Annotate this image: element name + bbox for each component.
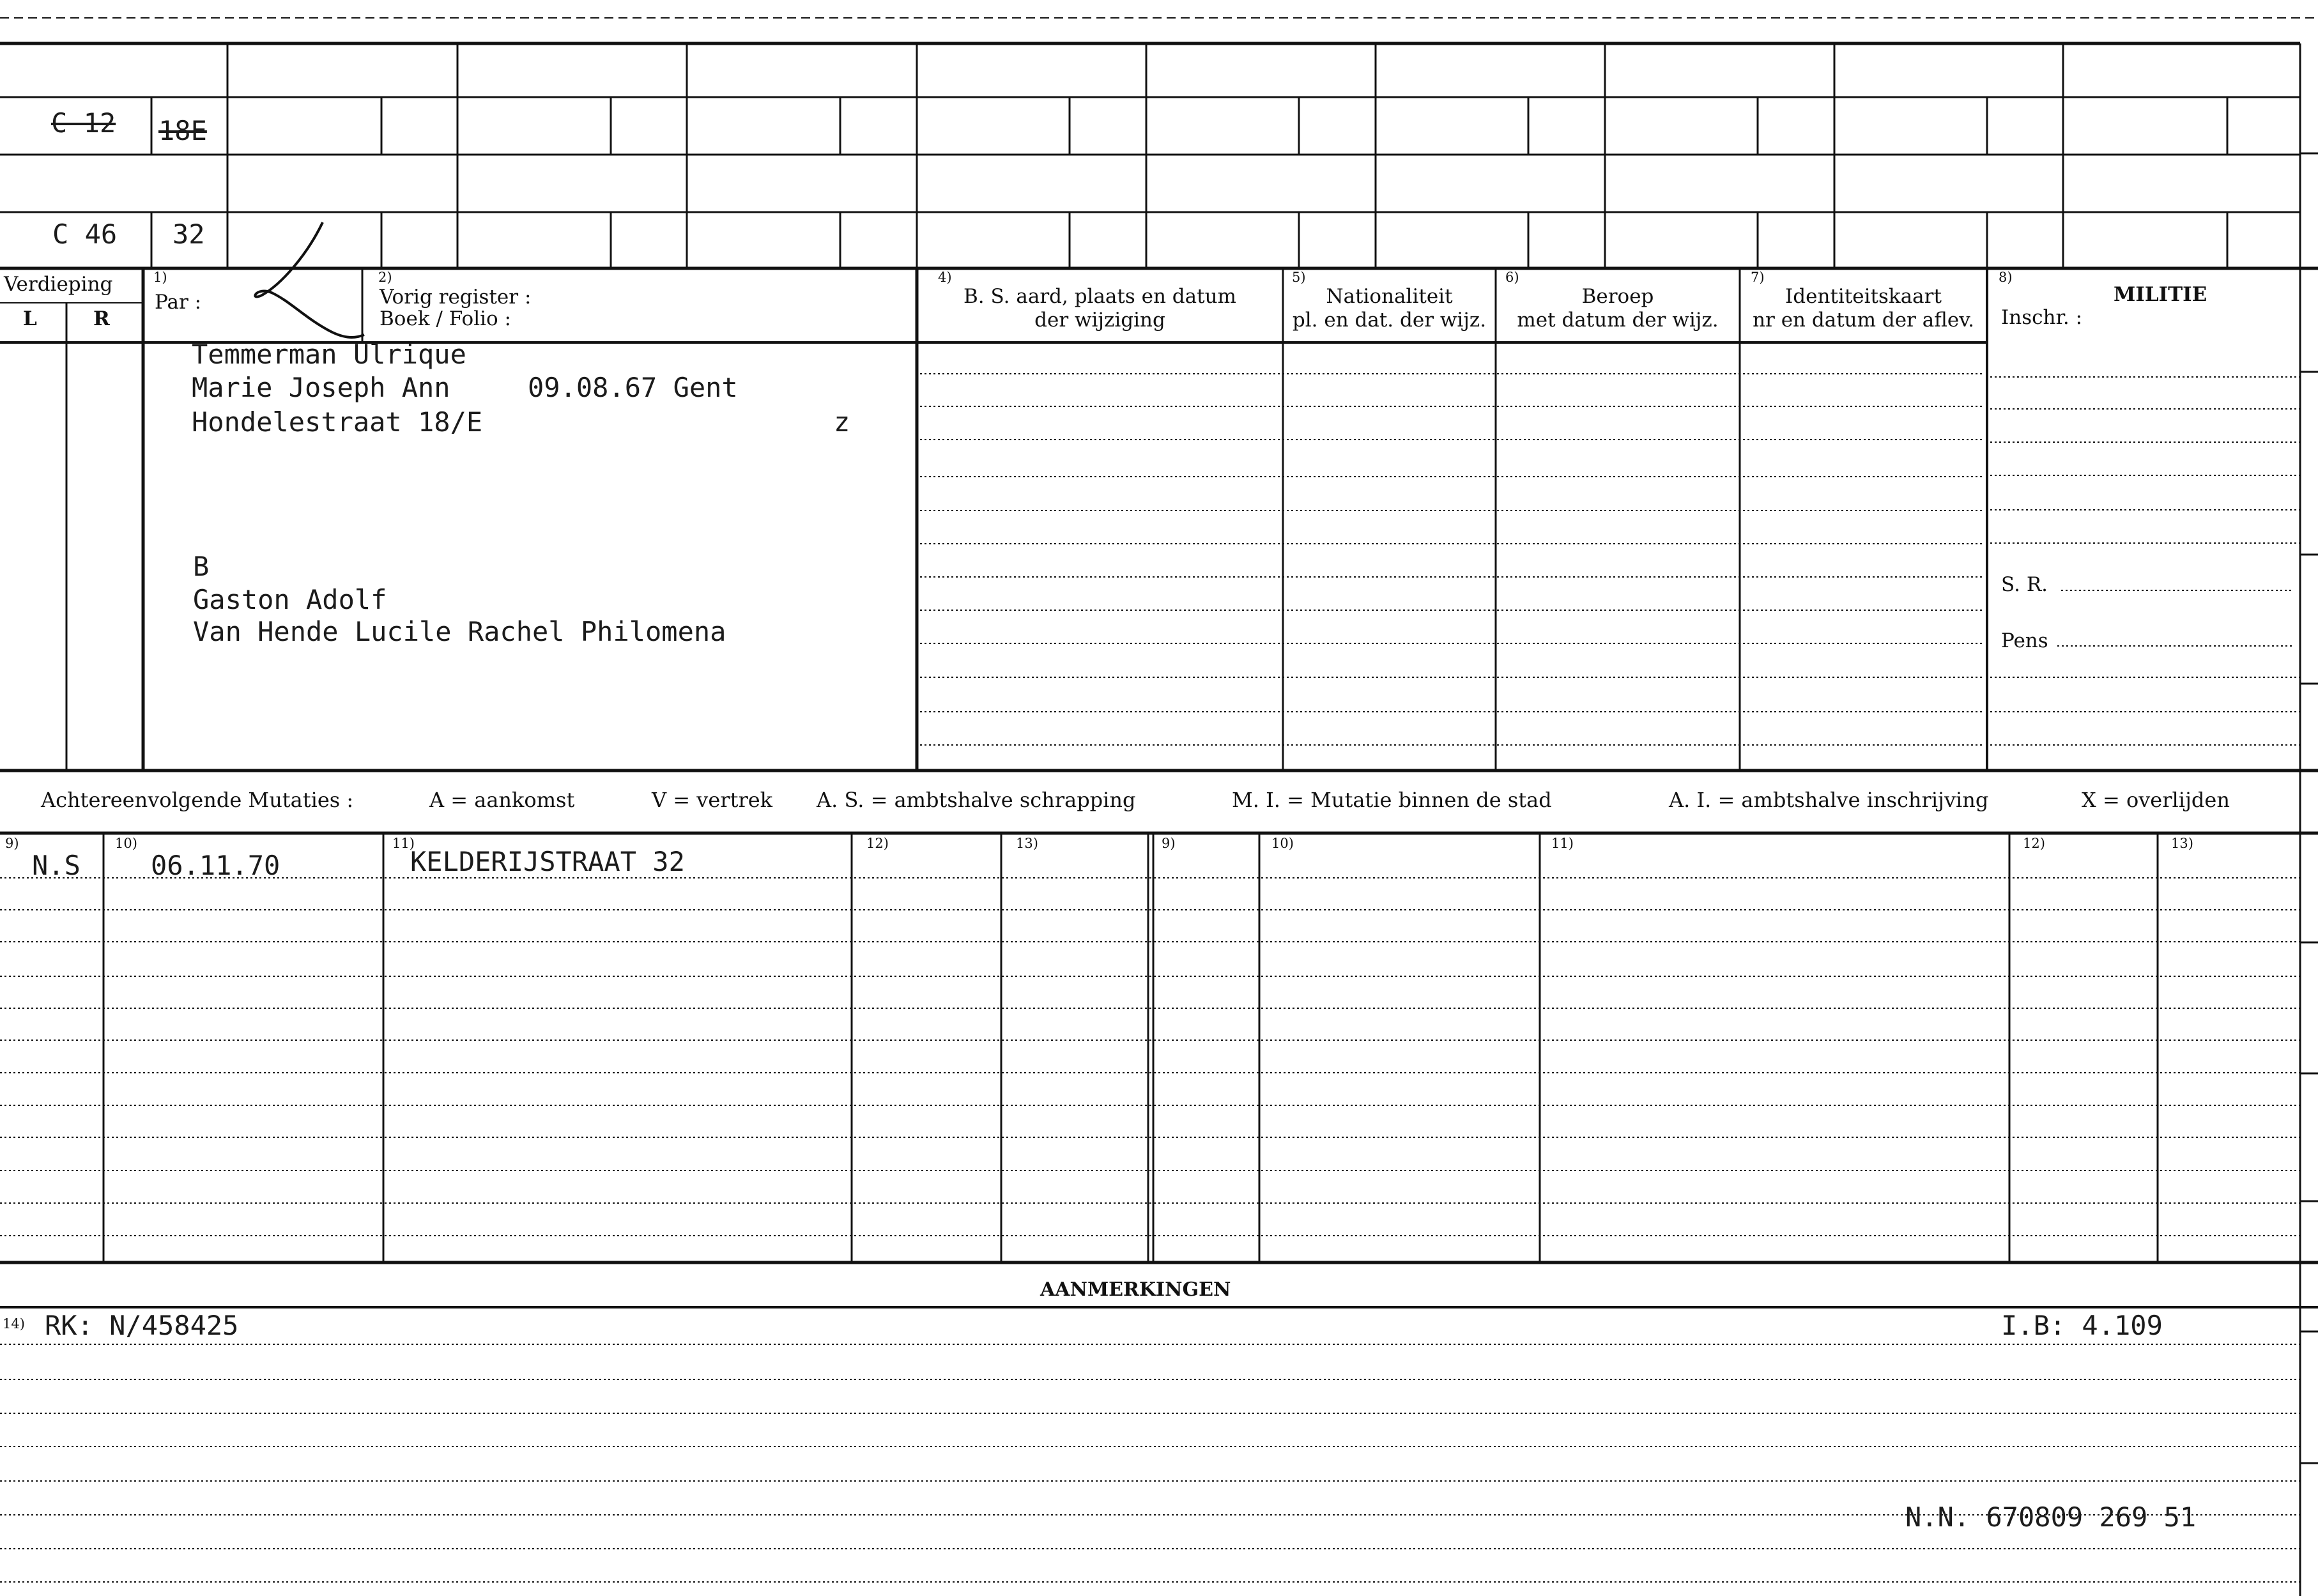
col6-line2: met datum der wijz. — [1517, 309, 1719, 332]
col4-number: 4) — [938, 270, 952, 285]
col6-number: 6) — [1505, 270, 1519, 285]
code-row1-right: 18E — [158, 115, 207, 146]
remarks-number: 14) — [3, 1316, 25, 1331]
inschr-label: Inschr. : — [2001, 306, 2083, 329]
person-surname: Temmerman Ulrique — [192, 339, 466, 370]
col7-line1: Identiteitskaart — [1785, 285, 1942, 308]
legend-aankomst: A = aankomst — [429, 788, 575, 812]
mut-col12b-number: 12) — [2023, 836, 2045, 851]
militie-label: MILITIE — [2114, 283, 2207, 306]
parents-label: B — [193, 551, 210, 582]
col6-header — [1496, 285, 1740, 332]
mut-col9b-number: 9) — [1162, 836, 1176, 851]
person-given-names: Marie Joseph Ann — [192, 372, 450, 403]
person-birth: 09.08.67 Gent — [528, 372, 738, 403]
legend-overlijden: X = overlijden — [2082, 788, 2230, 812]
col5-line2: pl. en dat. der wijz. — [1292, 309, 1487, 332]
col1-number: 1) — [153, 270, 167, 285]
remarks-nn: N.N. 670809 269 51 — [1905, 1501, 2197, 1533]
mut-col10-number: 10) — [115, 836, 137, 851]
col5-header — [1283, 285, 1496, 332]
col7-line2: nr en datum der aflev. — [1753, 309, 1974, 332]
mutation-code: N.S — [32, 850, 81, 881]
col8-number: 8) — [1999, 270, 2013, 285]
mut-col10b-number: 10) — [1271, 836, 1294, 851]
mut-col13-number: 13) — [1016, 836, 1038, 851]
remarks-title: AANMERKINGEN — [1040, 1278, 1231, 1301]
person-mark-z: z — [834, 406, 850, 438]
col7-number: 7) — [1751, 270, 1765, 285]
person-address: Hondelestraat 18/E — [192, 406, 483, 438]
col6-line1: Beroep — [1581, 285, 1654, 308]
col5-number: 5) — [1292, 270, 1306, 285]
vorig-register-label: Vorig register : — [380, 286, 532, 309]
mut-col13b-number: 13) — [2171, 836, 2193, 851]
legend-title: Achtereenvolgende Mutaties : — [41, 788, 354, 812]
legend-ambtshalve-inschrijving: A. I. = ambtshalve inschrijving — [1669, 788, 1989, 812]
code-row2-right: 32 — [173, 219, 205, 250]
mutation-date: 06.11.70 — [151, 850, 280, 881]
legend-mutatie-binnen-stad: M. I. = Mutatie binnen de stad — [1232, 788, 1552, 812]
col7-header — [1740, 285, 1987, 332]
col4-header — [917, 285, 1283, 332]
legend-vertrek: V = vertrek — [652, 788, 773, 812]
mut-col11-number: 11) — [392, 836, 415, 851]
mut-col12-number: 12) — [866, 836, 889, 851]
floor-R-label: R — [93, 307, 110, 330]
code-row1-left: C 12 — [51, 107, 116, 139]
col4-line2: der wijziging — [1034, 309, 1165, 332]
code-row2-left: C 46 — [52, 219, 118, 250]
col2-number: 2) — [378, 270, 392, 285]
remarks-rk: RK: N/458425 — [45, 1310, 239, 1341]
mutation-address: KELDERIJSTRAAT 32 — [410, 846, 685, 877]
mut-col11b-number: 11) — [1551, 836, 1574, 851]
father-name: Gaston Adolf — [193, 584, 387, 615]
verdieping-label: Verdieping — [4, 273, 113, 296]
mother-name: Van Hende Lucile Rachel Philomena — [193, 616, 726, 647]
legend-ambtshalve-schrapping: A. S. = ambtshalve schrapping — [817, 788, 1136, 812]
pens-label: Pens — [2001, 629, 2048, 652]
floor-L-label: L — [23, 307, 37, 330]
col4-line1: B. S. aard, plaats en datum — [963, 285, 1236, 308]
boek-folio-label: Boek / Folio : — [380, 307, 511, 330]
sr-label: S. R. — [2001, 573, 2048, 596]
remarks-ib: I.B: 4.109 — [2001, 1310, 2163, 1341]
par-label: Par : — [155, 291, 202, 314]
mut-col9-number: 9) — [5, 836, 19, 851]
col5-line1: Nationaliteit — [1326, 285, 1453, 308]
